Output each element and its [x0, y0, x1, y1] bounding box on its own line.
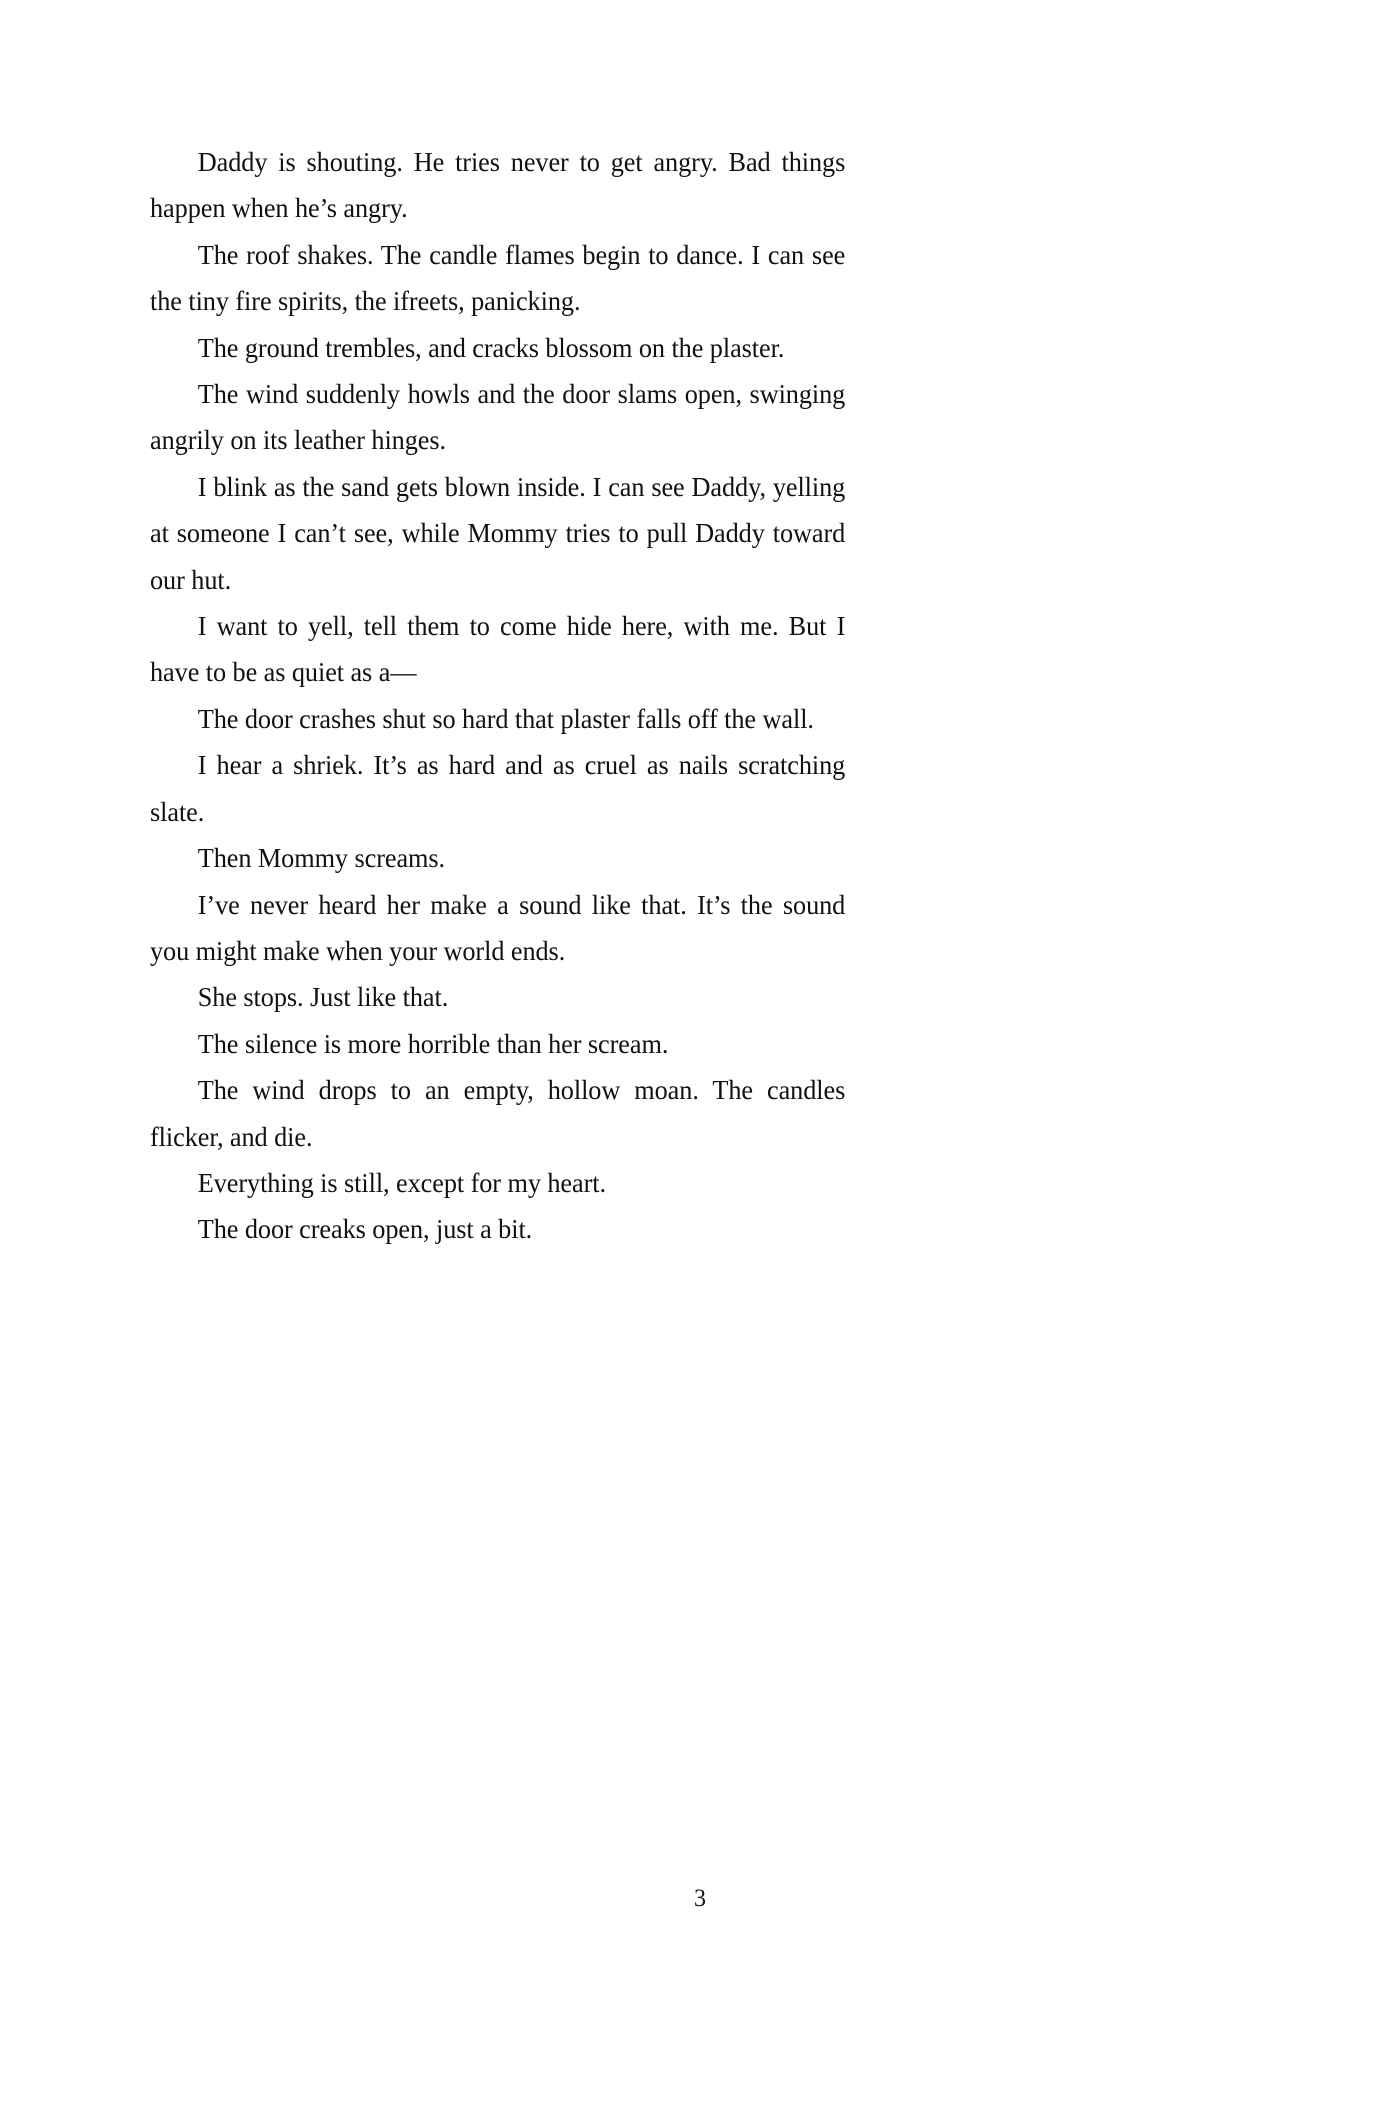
paragraph: I’ve never heard her make a sound like that. It’s the sound you might make when your world ends.: [150, 888, 846, 966]
paragraph: The wind drops to an empty, hollow moan. The candles flicker, and die.: [150, 1074, 846, 1152]
paragraph: The roof shakes. The candle flames begin to dance. I can see the tiny fire spirits, the ifreets, panicking.: [150, 238, 846, 317]
paragraph: Then Mommy screams.: [197, 842, 446, 874]
paragraph: She stops. Just like that.: [197, 981, 449, 1013]
body-text-block: [150, 139, 878, 1253]
page-number: 3: [694, 1885, 706, 1912]
paragraph: The door creaks open, just a bit.: [197, 1213, 533, 1245]
paragraph: I want to yell, tell them to come hide here, with me. But I have to be as quiet as a—: [150, 610, 846, 688]
paragraph: Daddy is shouting. He tries never to get angry. Bad things happen when he’s angry.: [150, 146, 846, 224]
paragraph: The silence is more horrible than her scream.: [197, 1027, 669, 1059]
paragraph: I blink as the sand gets blown inside. I can see Daddy, yelling at someone I can’t see, while Mommy tries to pull Daddy toward our hut.: [150, 470, 846, 595]
paragraph: The door crashes shut so hard that plaster falls off the wall.: [197, 702, 814, 734]
paragraph: The wind suddenly howls and the door slams open, swinging angrily on its leather hinges.: [150, 378, 846, 456]
paragraph: Everything is still, except for my heart.: [197, 1166, 606, 1198]
paragraph: The ground trembles, and cracks blossom on the plaster.: [197, 331, 785, 363]
paragraph: I hear a shriek. It’s as hard and as cruel as nails scratching slate.: [150, 749, 846, 827]
